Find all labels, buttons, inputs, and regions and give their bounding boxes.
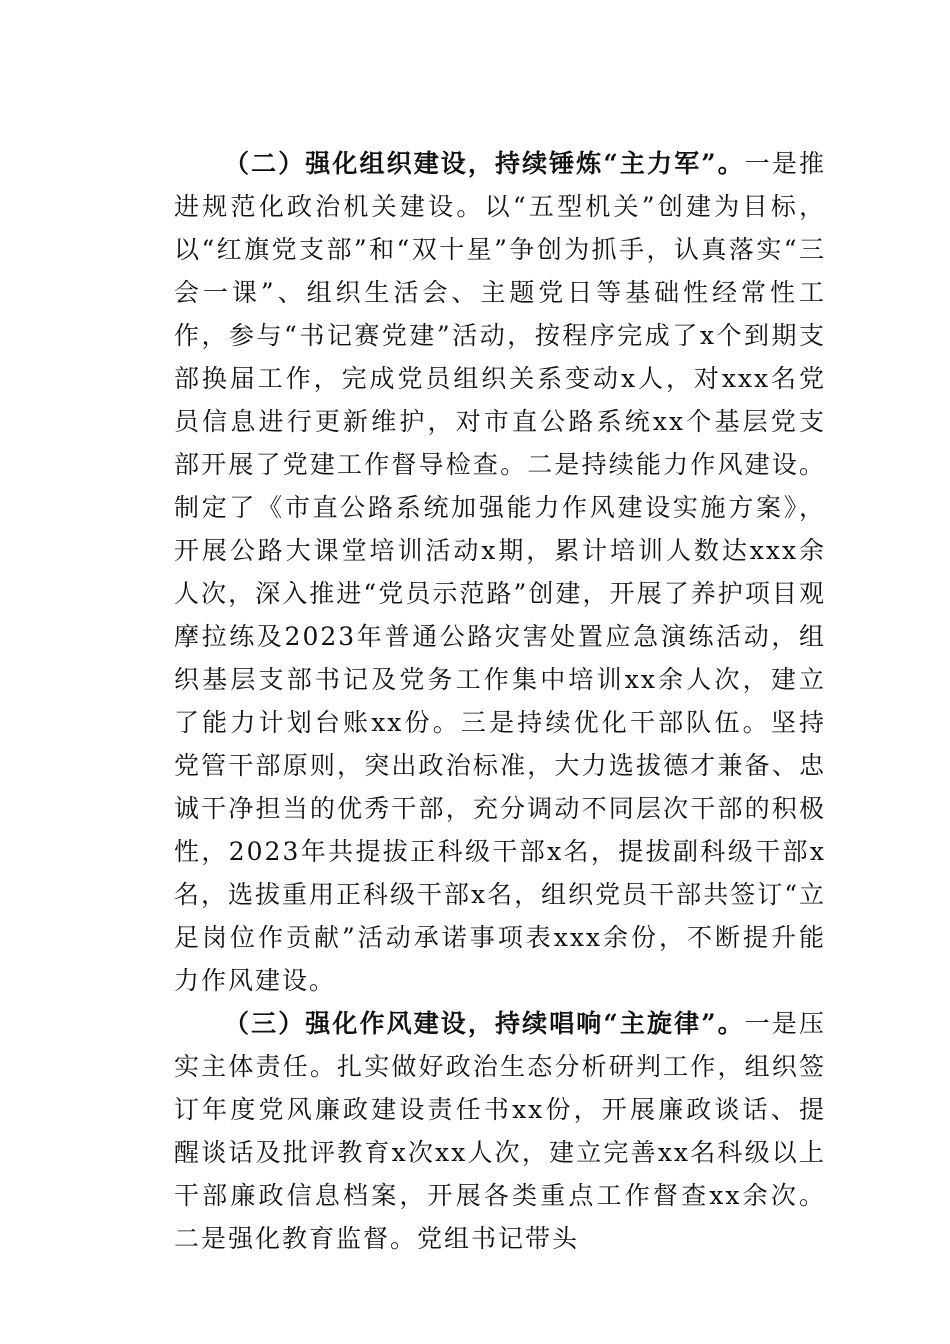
section-body-2: 一是推进规范化政治机关建设。以“五型机关”创建为目标，以“红旗党支部”和“双十星”争创为抓手，认真落实“三会一课”、组织生活会、主题党日等基础性经常性工作，参与“书记赛党建”活动，按程序完成了x个到期支部换届工作，完成党员组织关系变动x人，对xxx名党员信息进行更新维护，对市直公路系统xx个基层党支部开展了党建工作督导检查。二是持续能力作风建设。制定了《市直公路系统加强能力作风建设实施方案》，开展公路大课堂培训活动x期，累计培训人数达xxx余人次，深入推进“党员示范路”创建，开展了养护项目观摩拉练及2023年普通公路灾害处置应急演练活动，组织基层支部书记及党务工作集中培训xx余人次，建立了能力计划台账xx份。三是持续优化干部队伍。坚持党管干部原则，突出政治标准，大力选拔德才兼备、忠诚干净担当的优秀干部，充分调动不同层次干部的积极性，2023年共提拔正科级干部x名，提拔副科级干部x名，选拔重用正科级干部x名，组织党员干部共签订“立足岗位作贡献”活动承诺事项表xxx余份，不断提升能力作风建设。	[174, 149, 826, 995]
paragraph-work-style-building	[174, 1002, 826, 1260]
section-body-3: 一是压实主体责任。扎实做好政治生态分析研判工作，组织签订年度党风廉政建设责任书xx份，开展廉政谈话、提醒谈话及批评教育x次xx人次，建立完善xx名科级以上干部廉政信息档案，开展各类重点工作督查xx余次。二是强化教育监督。党组书记带头	[174, 1009, 826, 1253]
section-heading-2: （二）强化组织建设，持续锤炼“主力军”。	[224, 149, 745, 178]
document-body	[174, 142, 826, 1260]
paragraph-organization-building	[174, 142, 826, 1002]
section-heading-3: （三）强化作风建设，持续唱响“主旋律”。	[224, 1009, 745, 1038]
